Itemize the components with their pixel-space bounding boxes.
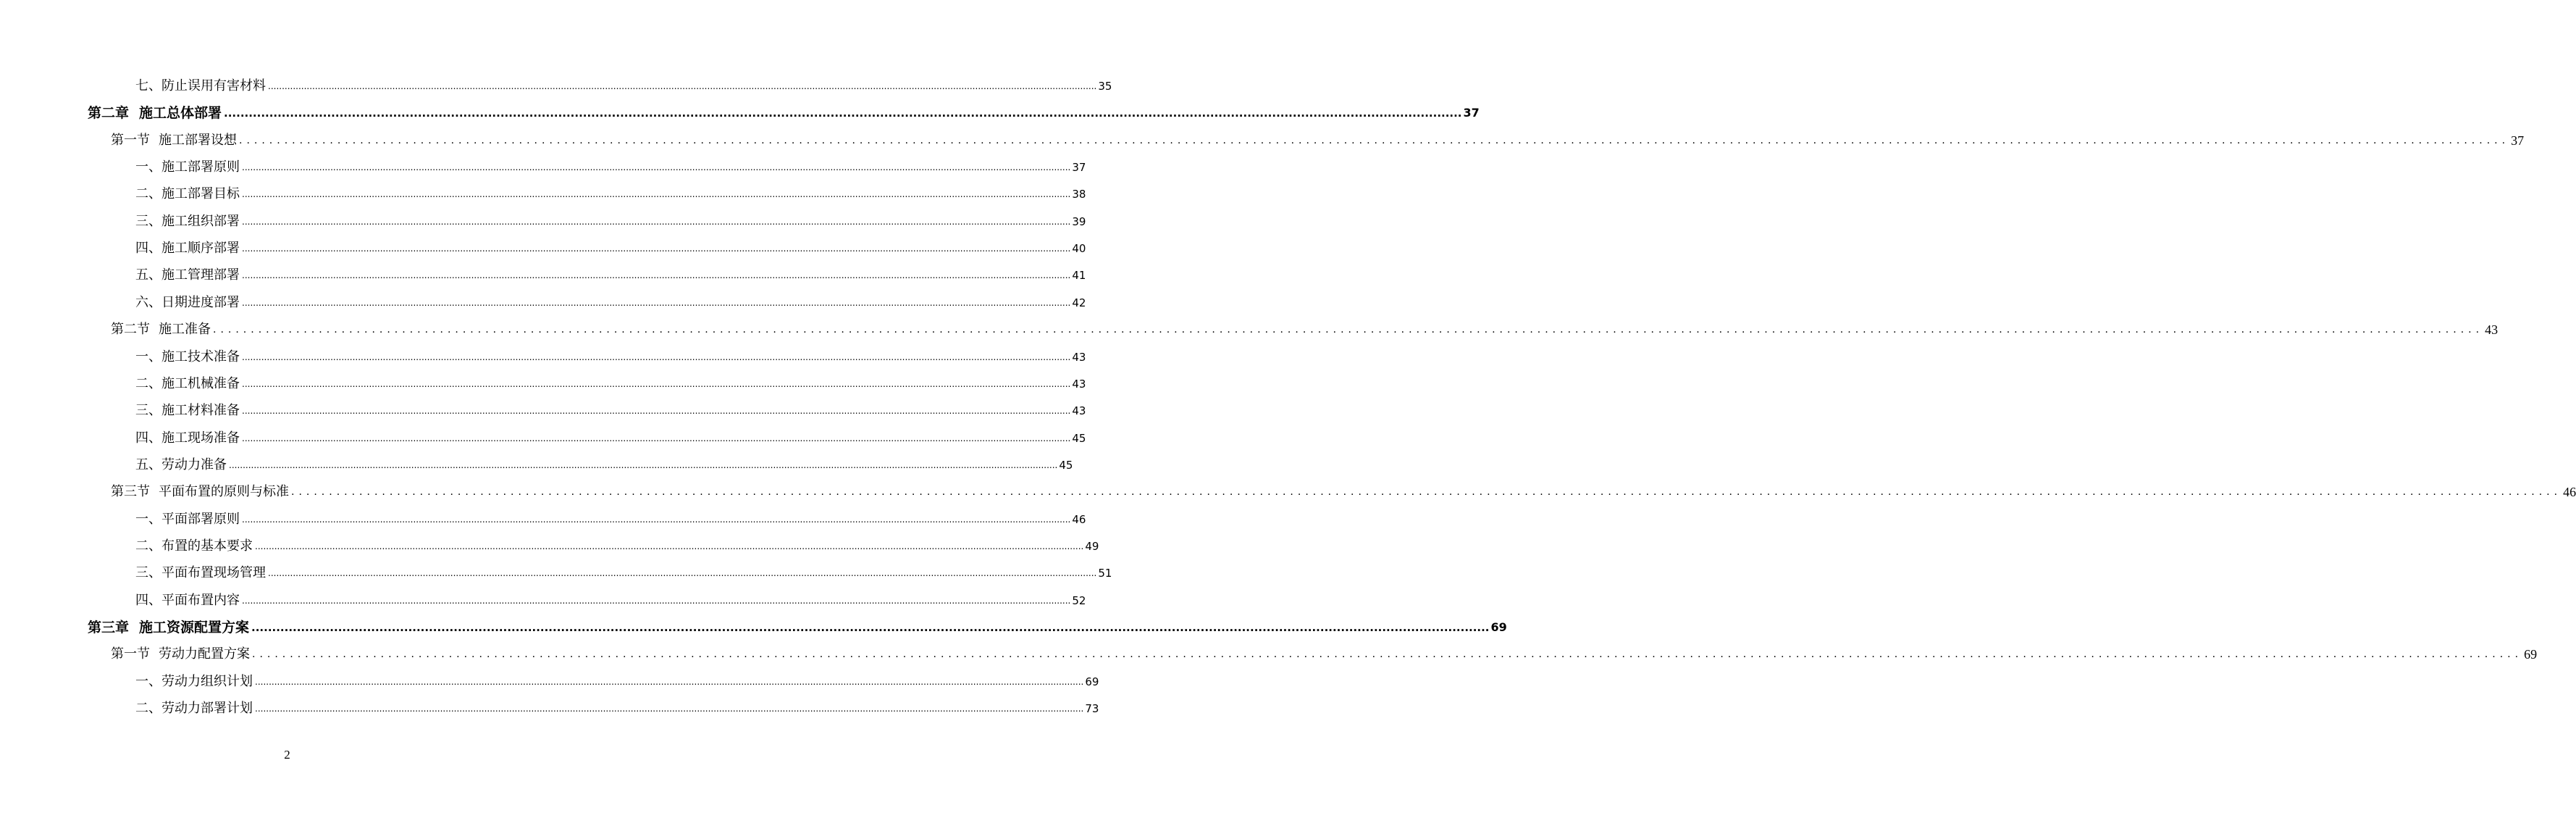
toc-entry-page: 40: [1072, 242, 1086, 256]
toc-entry-page: 43: [1072, 350, 1086, 364]
toc-entry-number: 一、: [135, 349, 161, 364]
toc-entry-title: 施工顺序部署: [161, 241, 240, 257]
toc-entry-number: 二、: [135, 375, 161, 391]
toc-entry-title: 日期进度部署: [161, 294, 240, 310]
toc-entry-number: 五、: [135, 456, 161, 472]
toc-entry-item[interactable]: [135, 293, 1086, 312]
toc-entry-title: 劳动力配置方案: [159, 646, 250, 662]
toc-dot-leader: ............................................................................................................................................................................................................................................................................................................: [268, 568, 1097, 579]
toc-entry-item[interactable]: [135, 239, 1086, 258]
toc-entry-page: 51: [1098, 567, 1112, 580]
toc-entry-number: 第二章: [88, 105, 130, 122]
toc-entry-section[interactable]: [111, 320, 2499, 339]
toc-entry-number: 一、: [135, 673, 161, 689]
toc-entry-title: 施工技术准备: [161, 349, 240, 364]
toc-entry-item[interactable]: [135, 375, 1086, 393]
toc-entry-item[interactable]: [135, 699, 1099, 718]
toc-dot-leader: ............................................................................................................................................................................................................................................................................................................: [213, 324, 2484, 336]
toc-dot-leader: ............................................................................................................................................................................................................................................................................................................: [242, 433, 1071, 443]
toc-entry-number: 四、: [135, 592, 161, 608]
toc-entry-item[interactable]: [135, 401, 1086, 420]
toc-entry-item[interactable]: [135, 77, 1112, 96]
toc-entry-number: 六、: [135, 294, 161, 310]
toc-dot-leader: ............................................................................................................................................................................................................................................................................................................: [242, 351, 1071, 362]
toc-entry-page: 43: [1072, 404, 1086, 418]
toc-entry-item[interactable]: [135, 185, 1086, 204]
toc-entry-number: 四、: [135, 241, 161, 257]
toc-entry-title: 施工部署目标: [161, 186, 240, 202]
toc-entry-page: 69: [2524, 647, 2538, 662]
toc-entry-page: 35: [1098, 80, 1112, 93]
toc-dot-leader: ............................................................................................................................................................................................................................................................................................................: [242, 595, 1071, 606]
toc-entry-section[interactable]: [111, 483, 2576, 501]
toc-entry-title: 劳动力准备: [161, 456, 227, 472]
toc-dot-leader: ............................................................................................................................................................................................................................................................................................................: [242, 270, 1071, 281]
toc-entry-number: 第三节: [111, 484, 150, 500]
toc-entry-title: 施工机械准备: [161, 375, 240, 391]
toc-entry-item[interactable]: [135, 212, 1086, 231]
toc-dot-leader: ............................................................................................................................................................................................................................................................................................................: [252, 649, 2523, 661]
toc-entry-item[interactable]: [135, 591, 1086, 610]
toc-entry-section[interactable]: [111, 645, 2538, 664]
toc-entry-number: 一、: [135, 511, 161, 527]
toc-entry-page: 73: [1085, 702, 1099, 716]
toc-entry-page: 37: [1463, 106, 1480, 120]
toc-entry-item[interactable]: [135, 456, 1073, 475]
toc-entry-title: 施工现场准备: [161, 430, 240, 446]
toc-dot-leader: ............................................................................................................................................................................................................................................................................................................: [268, 81, 1097, 91]
toc-dot-leader: ............................................................................................................................................................................................................................................................................................................: [255, 676, 1084, 687]
toc-dot-leader: ............................................................................................................................................................................................................................................................................................................: [224, 107, 1462, 120]
toc-dot-leader: ............................................................................................................................................................................................................................................................................................................: [242, 162, 1071, 173]
toc-entry-item[interactable]: [135, 672, 1099, 691]
toc-dot-leader: ............................................................................................................................................................................................................................................................................................................: [255, 541, 1084, 551]
toc-entry-title: 施工材料准备: [161, 403, 240, 419]
toc-entry-page: 43: [2485, 322, 2499, 338]
toc-entry-page: 45: [1072, 431, 1086, 445]
toc-entry-number: 七、: [135, 78, 161, 93]
toc-entry-page: 37: [2511, 133, 2525, 148]
toc-entry-title: 劳动力组织计划: [161, 673, 253, 689]
toc-entry-page: 49: [1085, 540, 1099, 553]
toc-entry-title: 平面布置内容: [161, 592, 240, 608]
toc-entry-page: 45: [1059, 458, 1073, 472]
page-number: 2: [284, 748, 290, 762]
toc-entry-item[interactable]: [135, 564, 1112, 583]
toc-entry-page: 69: [1085, 675, 1099, 688]
toc-entry-number: 三、: [135, 403, 161, 419]
toc-entry-section[interactable]: [111, 131, 2525, 150]
toc-entry-title: 布置的基本要求: [161, 538, 253, 554]
toc-entry-title: 平面布置现场管理: [161, 565, 266, 581]
toc-entry-chapter[interactable]: [88, 104, 1480, 122]
toc-entry-number: 三、: [135, 213, 161, 229]
toc-dot-leader: ............................................................................................................................................................................................................................................................................................................: [242, 406, 1071, 417]
toc-entry-title: 施工部署原则: [161, 159, 240, 175]
toc-entry-number: 第三章: [88, 620, 130, 635]
toc-entry-title: 平面布置的原则与标准: [159, 484, 289, 500]
toc-entry-page: 46: [2563, 485, 2576, 500]
toc-dot-leader: ............................................................................................................................................................................................................................................................................................................: [242, 297, 1071, 308]
toc-entry-number: 二、: [135, 538, 161, 554]
toc-entry-title: 平面部署原则: [161, 511, 240, 527]
toc-entry-title: 施工准备: [159, 322, 211, 338]
toc-dot-leader: ............................................................................................................................................................................................................................................................................................................: [242, 189, 1071, 200]
toc-entry-item[interactable]: [135, 158, 1086, 177]
toc-entry-number: 四、: [135, 430, 161, 446]
toc-entry-title: 施工部署设想: [159, 132, 237, 148]
toc-entry-page: 38: [1072, 188, 1086, 201]
toc-entry-page: 69: [1490, 620, 1507, 634]
toc-entry-number: 第一节: [111, 646, 150, 662]
toc-entry-title: 施工资源配置方案: [139, 620, 250, 635]
toc-entry-page: 43: [1072, 377, 1086, 391]
toc-entry-title: 施工管理部署: [161, 267, 240, 283]
toc-entry-number: 三、: [135, 565, 161, 581]
toc-entry-item[interactable]: [135, 429, 1086, 448]
toc-entry-number: 第二节: [111, 322, 150, 338]
toc-entry-chapter[interactable]: [88, 618, 1507, 637]
toc-dot-leader: ............................................................................................................................................................................................................................................................................................................: [291, 486, 2562, 499]
toc-dot-leader: ............................................................................................................................................................................................................................................................................................................: [242, 514, 1071, 525]
toc-entry-page: 52: [1072, 593, 1086, 607]
toc-entry-number: 第一节: [111, 132, 150, 148]
toc-entry-item[interactable]: [135, 510, 1086, 529]
toc-entry-number: 一、: [135, 159, 161, 175]
toc-entry-item[interactable]: [135, 266, 1086, 285]
toc-entry-page: 39: [1072, 214, 1086, 228]
toc-entry-number: 二、: [135, 186, 161, 202]
toc-dot-leader: ............................................................................................................................................................................................................................................................................................................: [242, 378, 1071, 389]
toc-entry-number: 二、: [135, 701, 161, 717]
toc-entry-item[interactable]: [135, 348, 1086, 367]
toc-entry-title: 防止误用有害材料: [161, 78, 266, 93]
toc-dot-leader: ............................................................................................................................................................................................................................................................................................................: [255, 704, 1084, 714]
toc-entry-page: 46: [1072, 512, 1086, 526]
toc-dot-leader: ............................................................................................................................................................................................................................................................................................................: [242, 216, 1071, 227]
toc-dot-leader: ............................................................................................................................................................................................................................................................................................................: [251, 621, 1490, 634]
toc-dot-leader: ............................................................................................................................................................................................................................................................................................................: [242, 243, 1071, 254]
toc-entry-page: 42: [1072, 296, 1086, 309]
toc-entry-page: 37: [1072, 161, 1086, 175]
toc-entry-title: 劳动力部署计划: [161, 701, 253, 717]
toc-dot-leader: ............................................................................................................................................................................................................................................................................................................: [239, 134, 2510, 146]
toc-entry-page: 41: [1072, 269, 1086, 283]
toc-entry-title: 施工总体部署: [139, 105, 222, 122]
toc-entry-item[interactable]: [135, 537, 1099, 556]
toc-entry-title: 施工组织部署: [161, 213, 240, 229]
toc-entry-number: 五、: [135, 267, 161, 283]
toc-dot-leader: ............................................................................................................................................................................................................................................................................................................: [229, 459, 1058, 470]
